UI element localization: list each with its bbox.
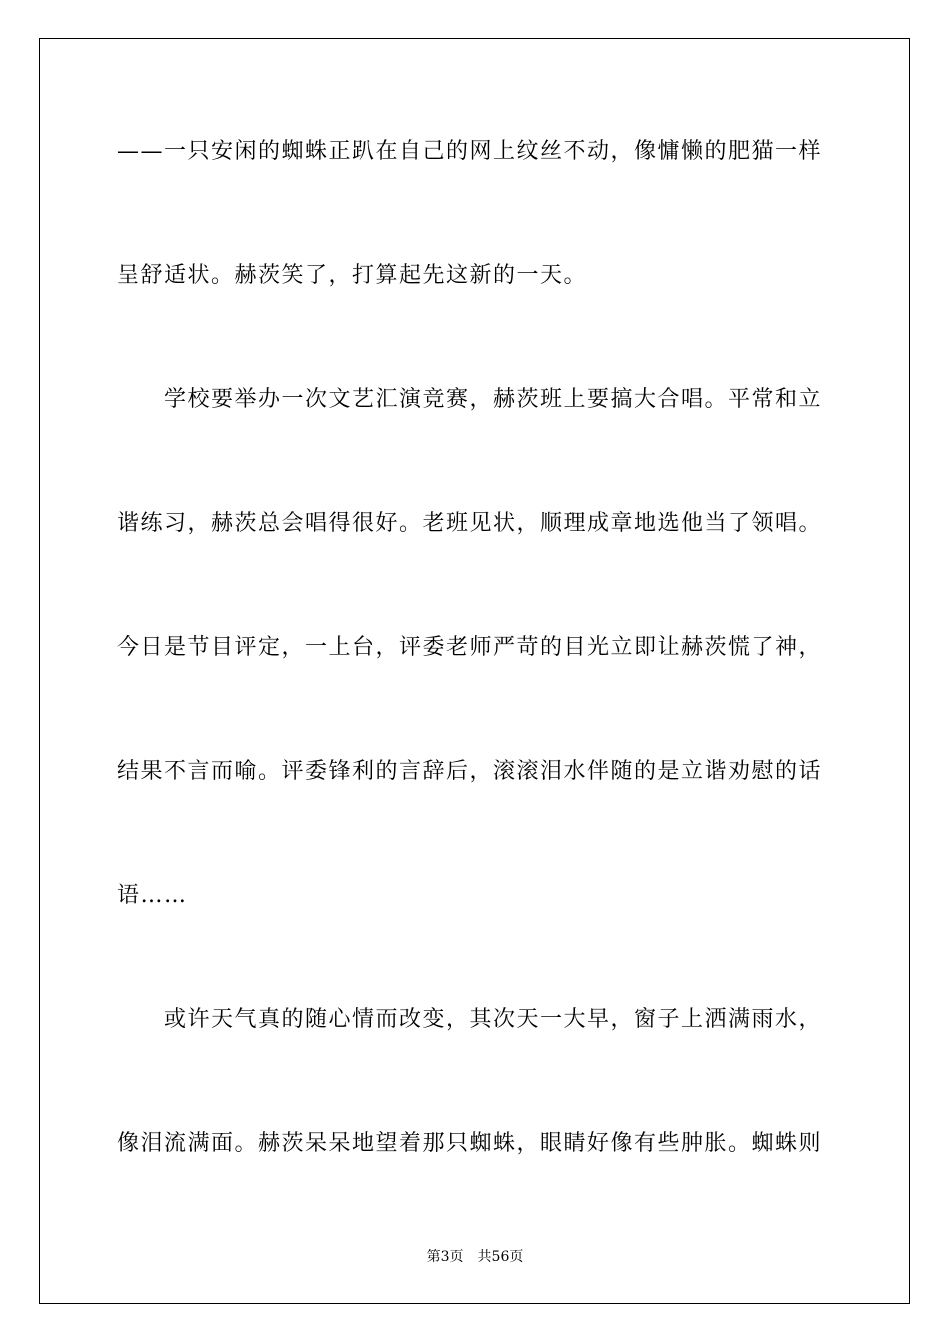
paragraph-line-9: 像泪流满面。赫茨呆呆地望着那只蜘蛛，眼睛好像有些肿胀。蜘蛛则	[117, 1131, 823, 1156]
paragraph-line-2: 呈舒适状。赫茨笑了，打算起先这新的一天。	[117, 263, 588, 288]
page-border	[39, 38, 910, 1304]
paragraph-line-8: 或许天气真的随心情而改变，其次天一大早，窗子上洒满雨水，	[117, 1007, 823, 1032]
paragraph-line-4: 谐练习，赫茨总会唱得很好。老班见状，顺理成章地选他当了领唱。	[117, 511, 823, 536]
paragraph-line-5: 今日是节目评定，一上台，评委老师严苛的目光立即让赫茨慌了神，	[117, 635, 823, 660]
paragraph-line-3: 学校要举办一次文艺汇演竞赛，赫茨班上要搞大合唱。平常和立	[117, 387, 823, 412]
paragraph-line-1: ——一只安闲的蜘蛛正趴在自己的网上纹丝不动，像慵懒的肥猫一样	[117, 139, 823, 164]
paragraph-line-6: 结果不言而喻。评委锋利的言辞后，滚滚泪水伴随的是立谐劝慰的话	[117, 759, 823, 784]
page-number-footer: 第3页 共56页	[426, 1249, 524, 1265]
paragraph-line-7: 语……	[117, 883, 188, 908]
